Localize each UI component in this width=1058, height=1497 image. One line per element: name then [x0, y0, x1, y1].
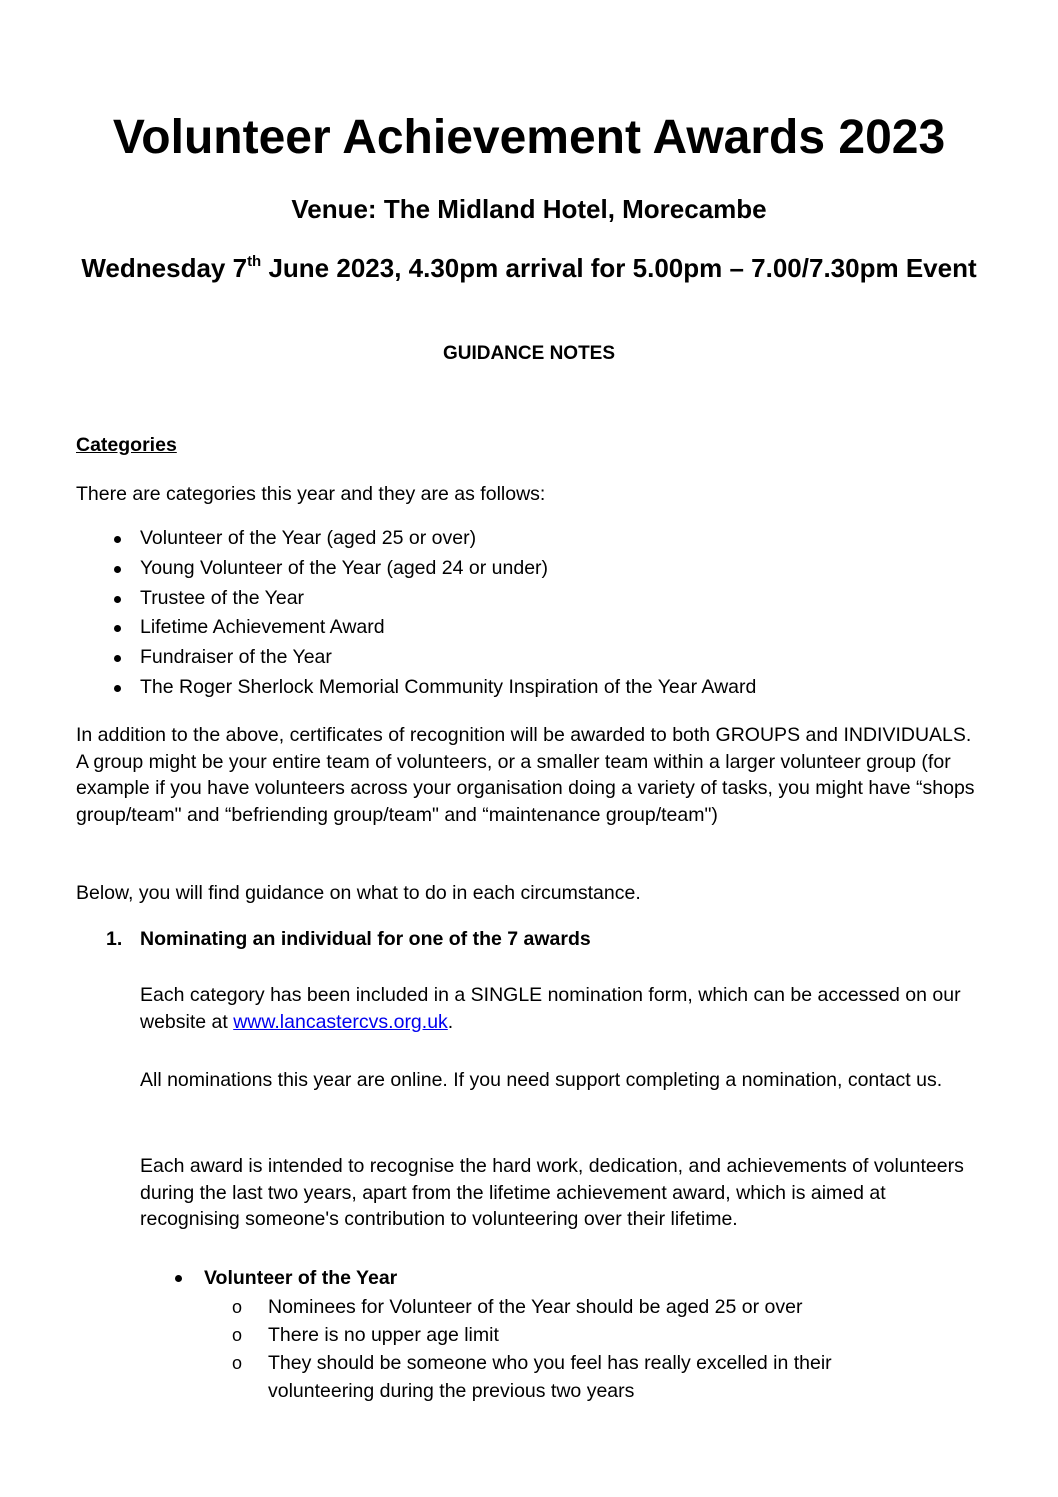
circle-bullet-icon: o [232, 1325, 243, 1345]
circle-bullet-icon: o [232, 1297, 243, 1317]
categories-intro: There are categories this year and they are as follows: [76, 483, 546, 505]
criteria-item [228, 1293, 928, 1321]
award-purpose-paragraph: Each award is intended to recognise the hard work, dedication, and achievements of volunteers during the last two years, apart from the lifetime achievement award, which is aimed at recognising someone's contribution to volunteering over their lifetime. [140, 1155, 964, 1230]
date-prefix: Wednesday 7 [81, 253, 248, 283]
category-item: Lifetime Achievement Award [76, 613, 756, 643]
categories-list [76, 524, 756, 703]
criteria-text: There is no upper age limit [268, 1324, 499, 1346]
categories-heading: Categories [76, 434, 177, 456]
category-item: Volunteer of the Year (aged 25 or over) [76, 524, 756, 554]
criteria-item [228, 1321, 928, 1349]
guidance-intro-paragraph: Below, you will find guidance on what to do in each circumstance. [76, 882, 641, 904]
award-heading: Volunteer of the Year [204, 1267, 398, 1289]
category-item: Trustee of the Year [76, 584, 756, 614]
event-date-line [60, 250, 998, 286]
criteria-text: They should be someone who you feel has really excelled in their volunteering during the previous two years [268, 1352, 832, 1402]
nomination-form-paragraph [140, 982, 990, 1035]
circle-bullet-icon: o [232, 1353, 243, 1373]
document-title: Volunteer Achievement Awards 2023 [112, 111, 946, 164]
nomination-form-text: Each category has been included in a SINGLE nomination form, which can be accessed on our website at [140, 984, 961, 1033]
date-suffix: June 2023, 4.30pm arrival for 5.00pm – 7.00/7.30pm Event [261, 253, 977, 283]
award-criteria-list [228, 1293, 928, 1405]
criteria-text: Nominees for Volunteer of the Year should be aged 25 or over [268, 1296, 803, 1318]
section-title: Nominating an individual for one of the 7 awards [140, 928, 591, 950]
website-link[interactable]: www.lancastercvs.org.uk [233, 1010, 448, 1033]
nomination-form-end: . [447, 1010, 454, 1033]
online-nominations-paragraph: All nominations this year are online. If you need support completing a nomination, contact us. [140, 1069, 943, 1091]
category-item: The Roger Sherlock Memorial Community Inspiration of the Year Award [76, 673, 756, 703]
category-item: Young Volunteer of the Year (aged 24 or under) [76, 554, 756, 584]
bullet-icon [175, 1275, 182, 1282]
criteria-item [228, 1349, 928, 1405]
venue-line: Venue: The Midland Hotel, Morecambe [291, 194, 767, 224]
section-number: 1. [106, 928, 123, 950]
guidance-notes-heading: GUIDANCE NOTES [442, 343, 616, 364]
category-item: Fundraiser of the Year [76, 643, 756, 673]
date-ordinal: th [247, 253, 262, 270]
groups-paragraph: In addition to the above, certificates of recognition will be awarded to both GROUPS and INDIVIDUALS. A group might be your entire team of volunteers, or a smaller team within a larger volunteer group (for example if you have volunteers across your organisation doing a variety of tasks, you might have “shops group/team" and “befriending group/team" and “maintenance group/team") [76, 724, 975, 826]
